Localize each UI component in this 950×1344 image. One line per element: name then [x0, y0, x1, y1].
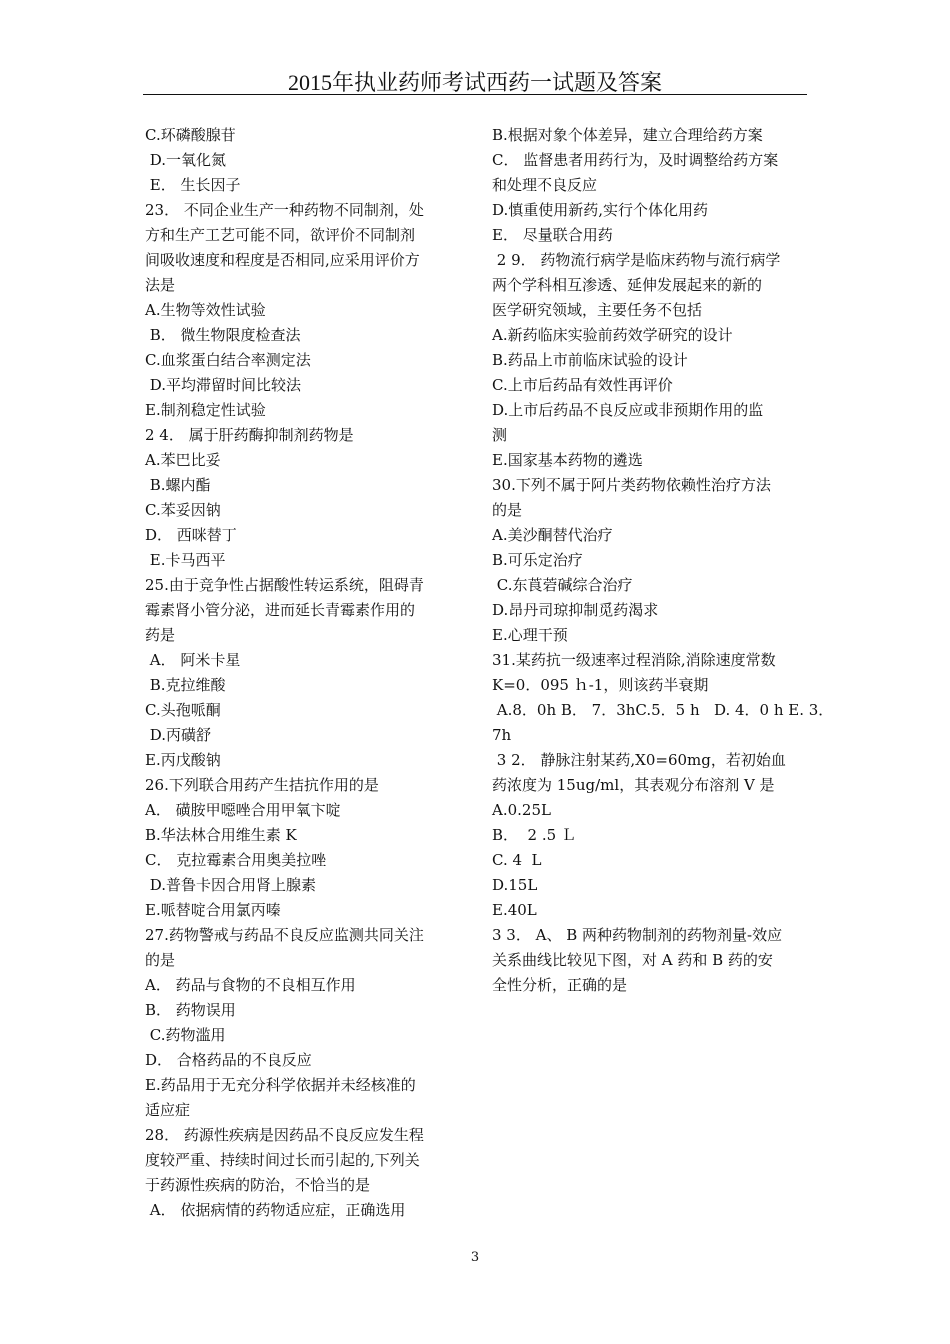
text-line: D.上市后药品不良反应或非预期作用的监 — [492, 401, 764, 419]
text-line: A.生物等效性试验 — [145, 301, 266, 319]
text-line: D． 西咪替丁 — [145, 526, 237, 544]
text-line: 度较严重、持续时间过长而引起的,下列关 — [145, 1151, 420, 1169]
text-line: B.螺内酯 — [145, 476, 211, 494]
text-line: 和处理不良反应 — [492, 176, 598, 194]
text-line: D． 合格药品的不良反应 — [145, 1051, 312, 1069]
text-line: 27.药物警戒与药品不良反应监测共同关注 — [145, 926, 424, 944]
text-line: B.药品上市前临床试验的设计 — [492, 351, 688, 369]
text-line: C. 4 L — [492, 851, 542, 869]
text-line: 适应症 — [145, 1101, 191, 1119]
text-line: C.环磷酸腺苷 — [145, 126, 236, 144]
text-line: 药浓度为 15ug/ml，其表观分布溶剂 V 是 — [492, 776, 775, 794]
text-line: E.哌替啶合用氯丙嗪 — [145, 901, 281, 919]
text-line: C． 克拉霉素合用奥美拉唑 — [145, 851, 327, 869]
text-line: A.8．0h B． 7．3hC.5．5 h D. 4．0 h E. 3． — [492, 701, 834, 719]
text-line: D.一氧化氮 — [145, 151, 227, 169]
text-line: E.卡马西平 — [145, 551, 226, 569]
text-line: D.普鲁卡因合用肾上腺素 — [145, 876, 317, 894]
text-line: 医学研究领域，主要任务不包括 — [492, 301, 703, 319]
text-line: D.丙磺舒 — [145, 726, 212, 744]
text-line: E． 尽量联合用药 — [492, 226, 613, 244]
text-line: C.苯妥因钠 — [145, 501, 221, 519]
text-line: D.15L — [492, 876, 538, 894]
text-line: 于药源性疾病的防治，不恰当的是 — [145, 1176, 371, 1194]
text-line: 测 — [492, 426, 508, 444]
text-line: C． 监督患者用药行为，及时调整给药方案 — [492, 151, 779, 169]
text-line: C.上市后药品有效性再评价 — [492, 376, 673, 394]
text-line: C.血浆蛋白结合率测定法 — [145, 351, 311, 369]
text-line: E． 生长因子 — [145, 176, 241, 194]
header-divider — [143, 94, 807, 95]
text-line: B． 药物误用 — [145, 1001, 236, 1019]
text-line: A.美沙酮替代治疗 — [492, 526, 613, 544]
text-line: 7h — [492, 726, 512, 744]
text-line: A.新药临床实验前药效学研究的设计 — [492, 326, 733, 344]
text-line: A． 阿米卡星 — [145, 651, 241, 669]
text-line: 30.下列不属于阿片类药物依赖性治疗方法 — [492, 476, 771, 494]
text-line: A． 依据病情的药物适应症，正确选用 — [145, 1201, 406, 1219]
text-line: C.药物滥用 — [145, 1026, 226, 1044]
text-line: 方和生产工艺可能不同，欲评价不同制剂 — [145, 226, 416, 244]
right-column — [492, 123, 834, 998]
text-line: C.东莨菪碱综合治疗 — [492, 576, 633, 594]
text-line: B． 2 .5 Ｌ — [492, 826, 576, 844]
text-line: E.制剂稳定性试验 — [145, 401, 266, 419]
text-line: D.昂丹司琼抑制觅药渴求 — [492, 601, 659, 619]
text-line: 28． 药源性疾病是因药品不良反应发生程 — [145, 1126, 424, 1144]
text-line: E.丙戊酸钠 — [145, 751, 221, 769]
text-line: E.药品用于无充分科学依据并未经核准的 — [145, 1076, 416, 1094]
text-line: 的是 — [145, 951, 176, 969]
page-title: 2015年执业药师考试西药一试题及答案 — [287, 70, 662, 95]
text-line: B． 微生物限度检查法 — [145, 326, 301, 344]
text-line: E.40L — [492, 901, 537, 919]
text-line: A． 磺胺甲噁唑合用甲氧卞啶 — [145, 801, 341, 819]
text-line: 26.下列联合用药产生拮抗作用的是 — [145, 776, 379, 794]
text-line: B.根据对象个体差异，建立合理给药方案 — [492, 126, 763, 144]
text-line: 3 3． A、 B 两种药物制剂的药物剂量-效应 — [492, 926, 783, 944]
text-line: D.平均滞留时间比较法 — [145, 376, 302, 394]
text-line: 25.由于竞争性占据酸性转运系统，阻碍青 — [145, 576, 424, 594]
text-line: B.可乐定治疗 — [492, 551, 583, 569]
text-line: 间吸收速度和程度是否相同,应采用评价方 — [145, 251, 420, 269]
text-line: 关系曲线比较见下图，对 A 药和 B 药的安 — [492, 951, 773, 969]
text-line: E.国家基本药物的遴选 — [492, 451, 643, 469]
text-line: D.慎重使用新药,实行个体化用药 — [492, 201, 709, 219]
text-line: B.克拉维酸 — [145, 676, 226, 694]
text-line: E.心理干预 — [492, 626, 568, 644]
text-line: B.华法林合用维生素 K — [145, 826, 297, 844]
left-column — [145, 123, 467, 1223]
text-line: 全性分析，正确的是 — [492, 976, 628, 994]
text-line: 的是 — [492, 501, 523, 519]
text-line: K=0．095 ｈ-1，则该药半衰期 — [492, 676, 709, 694]
text-line: C.头孢哌酮 — [145, 701, 221, 719]
page-number: 3 — [470, 1250, 480, 1265]
text-line: 3 2． 静脉注射某药,X0=60mg，若初始血 — [492, 751, 786, 769]
text-line: 31.某药抗一级速率过程消除,消除速度常数 — [492, 651, 776, 669]
text-line: 2 4． 属于肝药酶抑制剂药物是 — [145, 426, 354, 444]
text-line: A.苯巴比妥 — [145, 451, 221, 469]
text-line: 两个学科相互渗透、延伸发展起来的新的 — [492, 276, 763, 294]
text-line: 法是 — [145, 276, 176, 294]
text-line: 药是 — [145, 626, 176, 644]
text-line: A． 药品与食物的不良相互作用 — [145, 976, 356, 994]
text-line: A.0.25L — [492, 801, 551, 819]
text-line: 23． 不同企业生产一种药物不同制剂，处 — [145, 201, 424, 219]
text-line: 2 9． 药物流行病学是临床药物与流行病学 — [492, 251, 781, 269]
text-line: 霉素肾小管分泌，进而延长青霉素作用的 — [145, 601, 416, 619]
